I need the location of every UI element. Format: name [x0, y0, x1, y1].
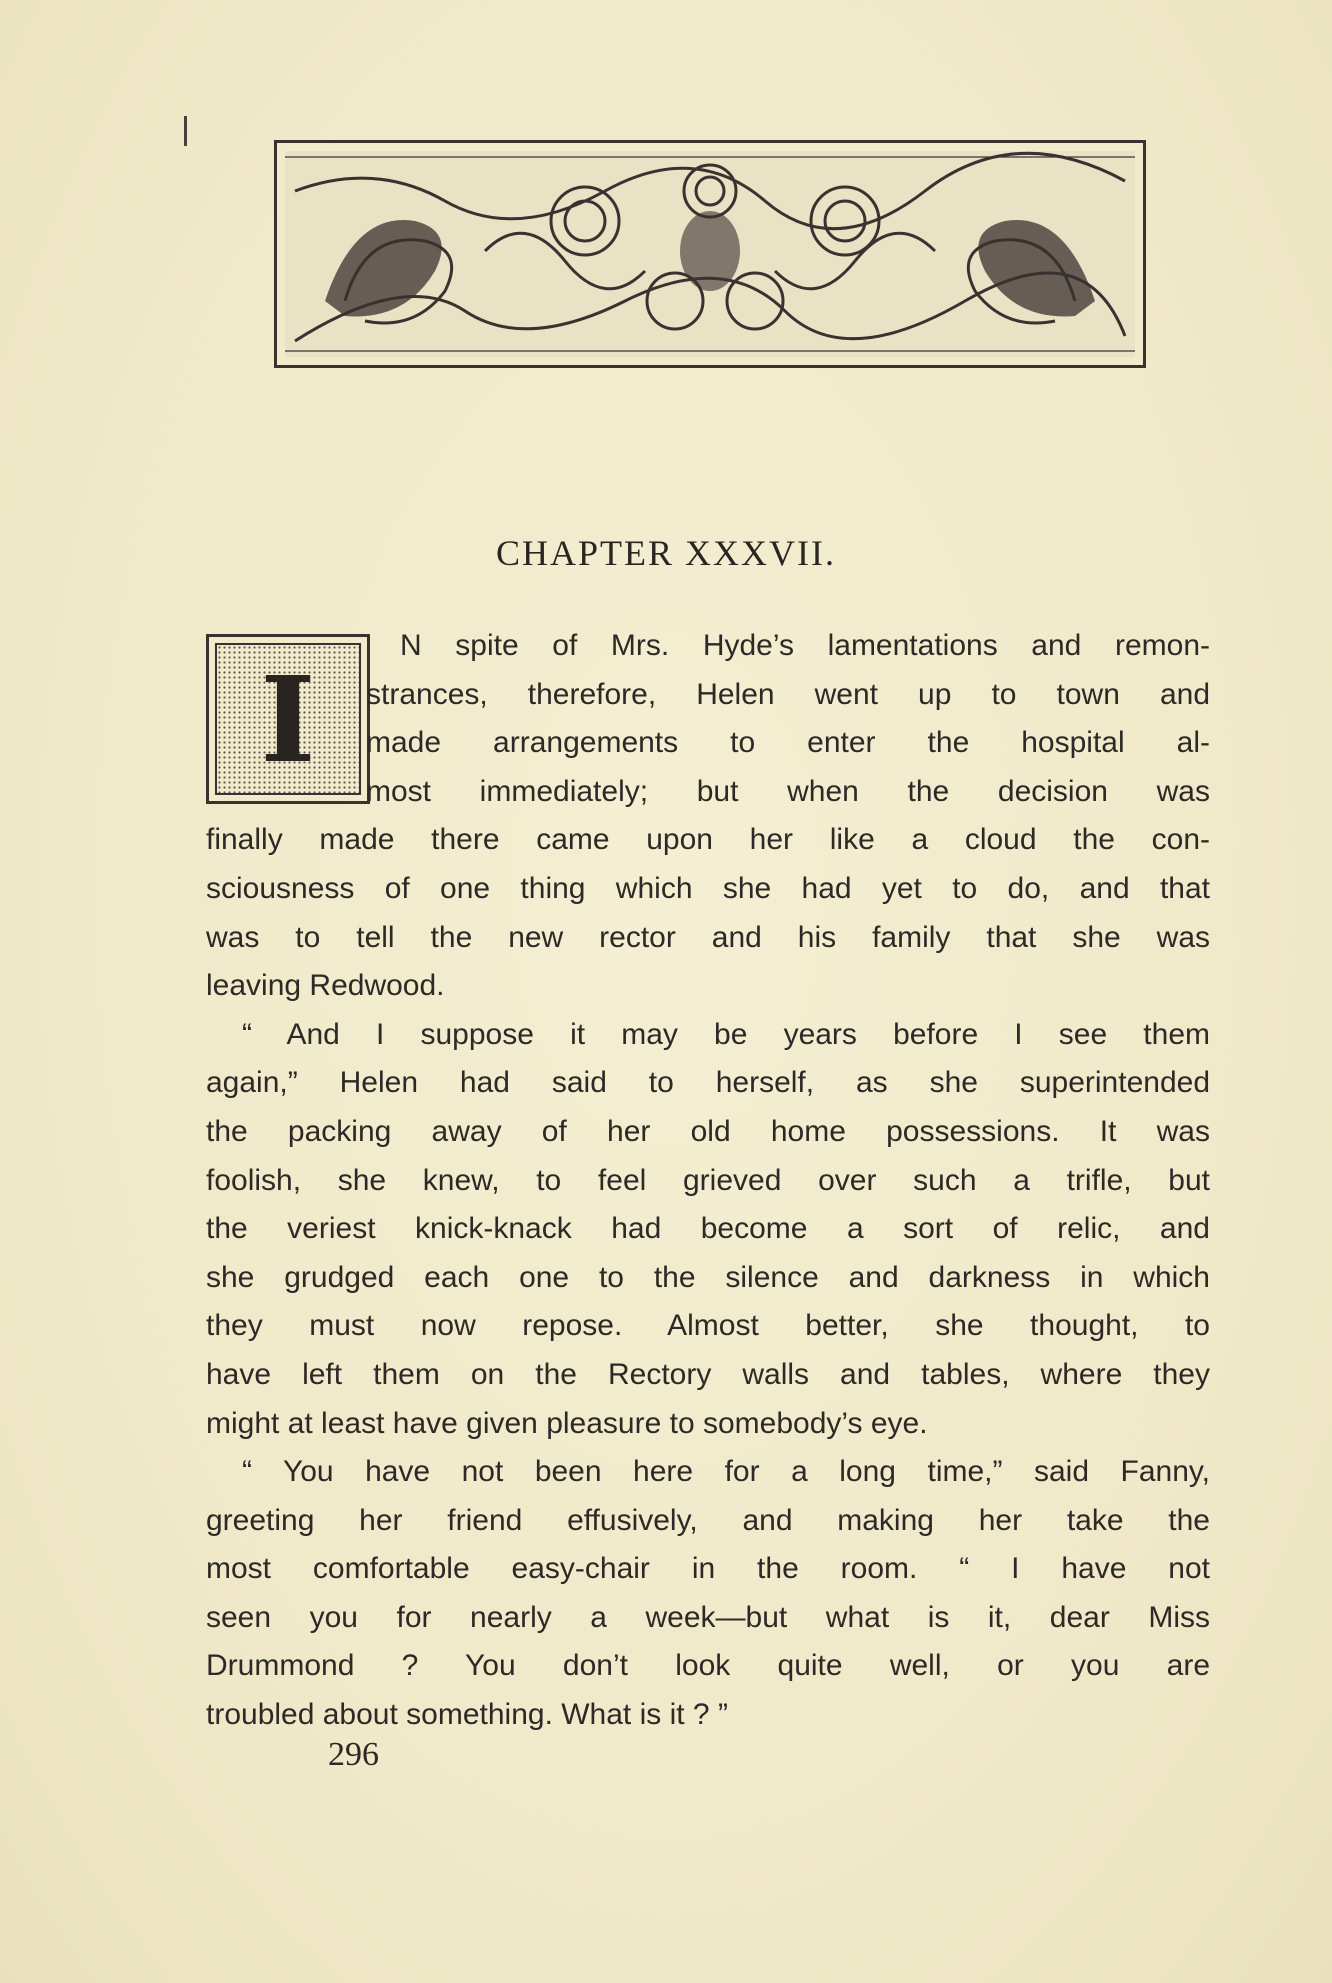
text-line: Drummond ? You don’t look quite well, or you are	[206, 1649, 1210, 1683]
text-line: N spite of Mrs. Hyde’s lamentations and remon-	[400, 629, 1210, 662]
margin-mark	[184, 116, 187, 146]
text-line: troubled about something. What is it ? ”	[206, 1698, 728, 1732]
chapter-heading: CHAPTER XXXVII.	[496, 533, 836, 573]
text-line: they must now repose. Almost better, she thought, to	[206, 1309, 1210, 1343]
text-line: was to tell the new rector and his family that she was	[206, 920, 1210, 954]
text-line: sciousness of one thing which she had yet to do, and that	[206, 871, 1210, 905]
text-line: she grudged each one to the silence and darkness in which	[206, 1260, 1210, 1294]
text-line: the veriest knick-knack had become a sort of relic, and	[206, 1212, 1210, 1246]
text-line: have left them on the Rectory walls and tables, where they	[206, 1357, 1210, 1391]
text-line: seen you for nearly a week—but what is it, dear Miss	[206, 1600, 1210, 1634]
text-line: most immediately; but when the decision was	[366, 774, 1210, 808]
text-line: foolish, she knew, to feel grieved over such a trifle, but	[206, 1163, 1210, 1197]
text-line: the packing away of her old home possessions. It was	[206, 1114, 1210, 1148]
ornamental-headpiece	[274, 140, 1146, 368]
body-text	[206, 622, 1210, 1740]
text-line: finally made there came upon her like a cloud the con-	[206, 823, 1210, 857]
drop-cap-letter: I	[260, 649, 316, 789]
text-line: strances, therefore, Helen went up to town and	[366, 677, 1210, 711]
text-line: leaving Redwood.	[206, 969, 445, 1003]
text-line: “ And I suppose it may be years before I see them	[242, 1017, 1210, 1051]
text-line: again,” Helen had said to herself, as she superintended	[206, 1066, 1210, 1100]
text-line: made arrangements to enter the hospital al-	[366, 726, 1210, 760]
text-line: greeting her friend effusively, and making her take the	[206, 1503, 1210, 1537]
page-number: 296	[328, 1736, 379, 1773]
text-line: might at least have given pleasure to somebody’s eye.	[206, 1406, 928, 1440]
ornament-illustration	[285, 151, 1135, 357]
text-line: “ You have not been here for a long time,” said Fanny,	[242, 1455, 1210, 1489]
text-line: most comfortable easy-chair in the room. “ I have not	[206, 1552, 1210, 1586]
